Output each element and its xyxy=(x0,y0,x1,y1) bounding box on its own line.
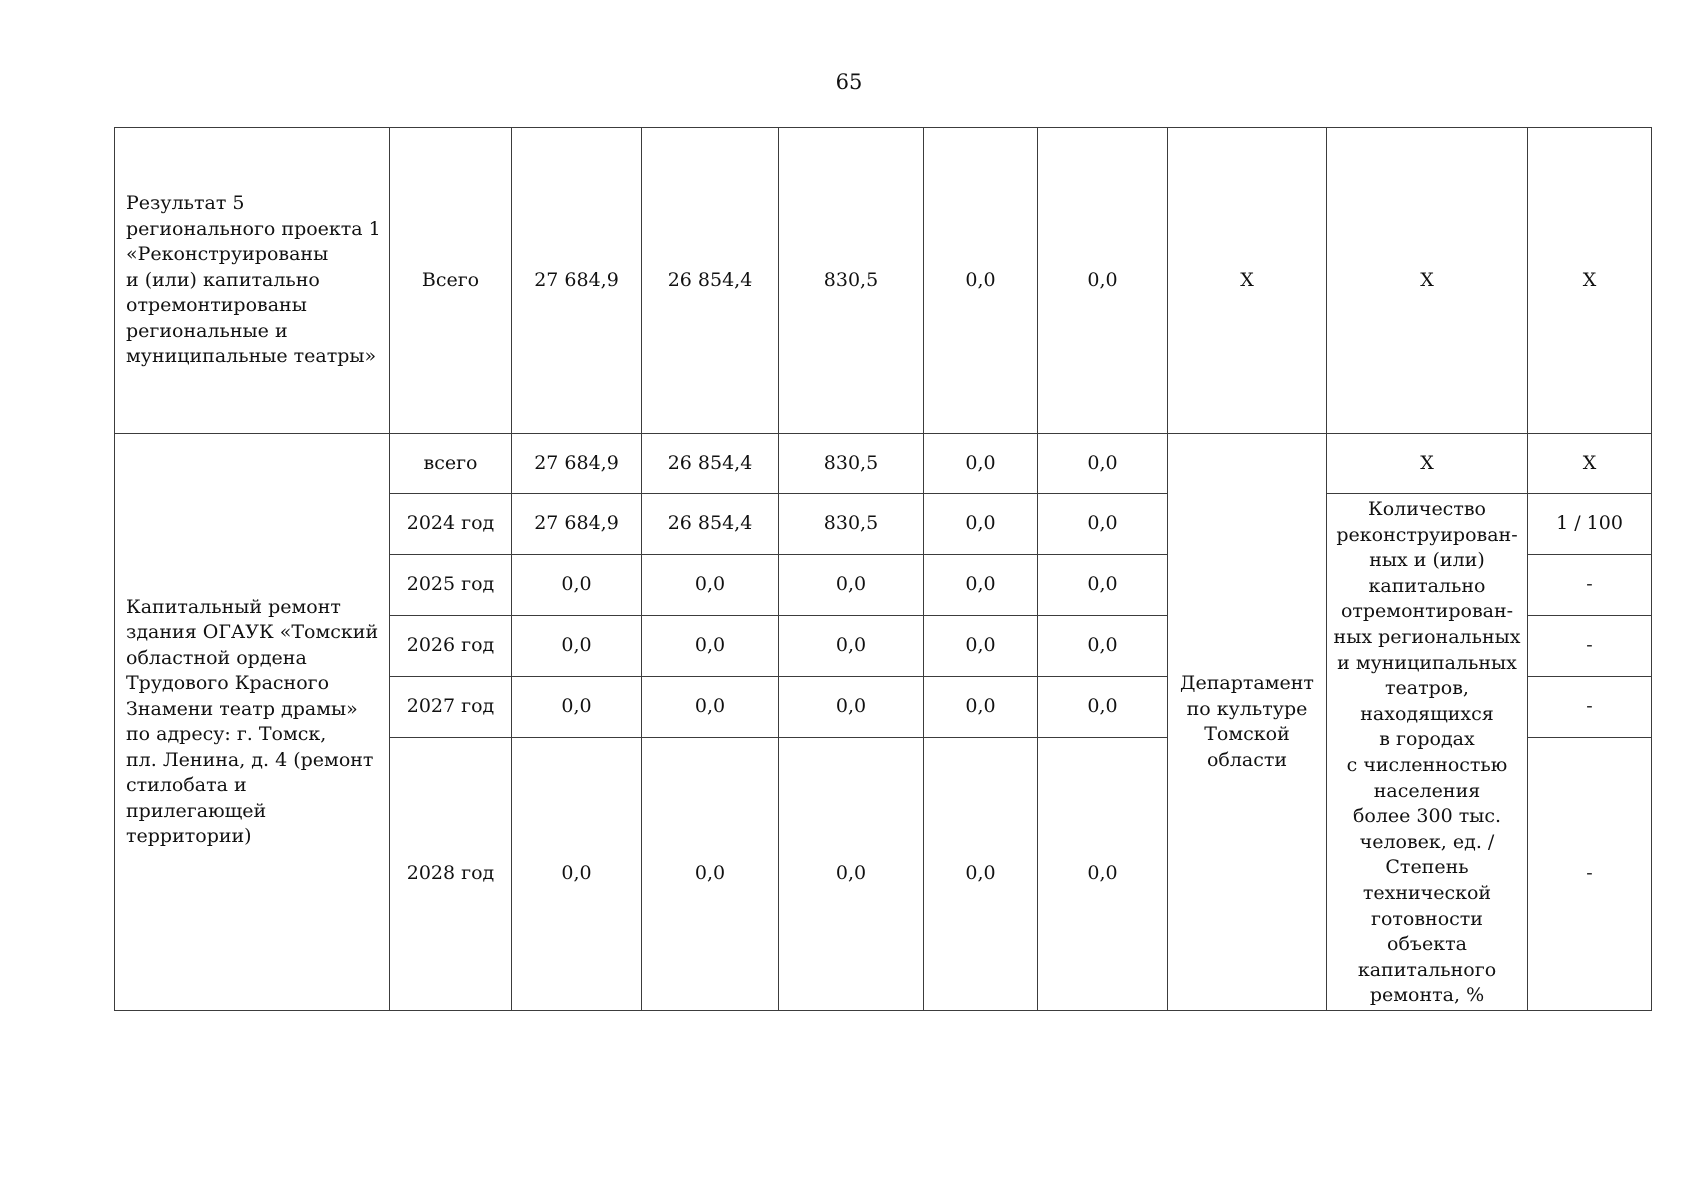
other-cell: 0,0 xyxy=(1038,677,1168,738)
federal-cell: 0,0 xyxy=(642,677,779,738)
period-cell: 2027 год xyxy=(390,677,512,738)
total-cell: 0,0 xyxy=(512,616,642,677)
total-cell: 27 684,9 xyxy=(512,494,642,555)
other-cell: 0,0 xyxy=(1038,555,1168,616)
other-cell: 0,0 xyxy=(1038,616,1168,677)
result-local: 0,0 xyxy=(924,128,1038,434)
indicator-header-value: X xyxy=(1528,434,1652,494)
regional-cell: 0,0 xyxy=(779,555,924,616)
budget-table xyxy=(114,127,1652,1011)
regional-cell: 0,0 xyxy=(779,738,924,1011)
page-number: 65 xyxy=(835,70,863,94)
other-cell: 0,0 xyxy=(1038,434,1168,494)
local-cell: 0,0 xyxy=(924,494,1038,555)
result-name: Результат 5 регионального проекта 1 «Реконструированы и (или) капитально отремонтированы региональные и муниципальные театры» xyxy=(126,192,381,368)
indicator-value-cell: - xyxy=(1528,616,1652,677)
regional-cell: 0,0 xyxy=(779,677,924,738)
period-cell: 2024 год xyxy=(390,494,512,555)
federal-cell: 26 854,4 xyxy=(642,494,779,555)
indicator-value-cell: - xyxy=(1528,555,1652,616)
activity-name-cell xyxy=(115,434,390,1011)
period-cell: 2028 год xyxy=(390,738,512,1011)
local-cell: 0,0 xyxy=(924,555,1038,616)
indicator-cell xyxy=(1327,494,1528,1011)
result-regional: 830,5 xyxy=(779,128,924,434)
indicator-header-cell: X xyxy=(1327,434,1528,494)
executor-cell xyxy=(1168,434,1327,1011)
total-cell: 0,0 xyxy=(512,738,642,1011)
indicator-value-cell: - xyxy=(1528,738,1652,1011)
result-period: Всего xyxy=(390,128,512,434)
result-indicator: X xyxy=(1327,128,1528,434)
total-cell: 0,0 xyxy=(512,555,642,616)
activity-row-total xyxy=(115,434,1652,494)
total-cell: 27 684,9 xyxy=(512,434,642,494)
period-cell: 2025 год xyxy=(390,555,512,616)
total-cell: 0,0 xyxy=(512,677,642,738)
regional-cell: 0,0 xyxy=(779,616,924,677)
result-row xyxy=(115,128,1652,434)
result-indicator-value: X xyxy=(1528,128,1652,434)
federal-cell: 26 854,4 xyxy=(642,434,779,494)
result-federal: 26 854,4 xyxy=(642,128,779,434)
executor-text: Департамент по культуре Томской области xyxy=(1180,672,1314,771)
activity-name: Капитальный ремонт здания ОГАУК «Томский областной ордена Трудового Красного Знамени театр драмы» по адресу: г. Томск, пл. Ленина, д. 4 (ремонт стилобата и прилегающей территории) xyxy=(126,595,379,847)
federal-cell: 0,0 xyxy=(642,616,779,677)
federal-cell: 0,0 xyxy=(642,555,779,616)
indicator-value-cell: - xyxy=(1528,677,1652,738)
indicator-value-cell: 1 / 100 xyxy=(1528,494,1652,555)
other-cell: 0,0 xyxy=(1038,494,1168,555)
result-other: 0,0 xyxy=(1038,128,1168,434)
federal-cell: 0,0 xyxy=(642,738,779,1011)
result-total: 27 684,9 xyxy=(512,128,642,434)
other-cell: 0,0 xyxy=(1038,738,1168,1011)
local-cell: 0,0 xyxy=(924,738,1038,1011)
regional-cell: 830,5 xyxy=(779,494,924,555)
result-name-cell xyxy=(115,128,390,434)
period-cell: всего xyxy=(390,434,512,494)
local-cell: 0,0 xyxy=(924,434,1038,494)
period-cell: 2026 год xyxy=(390,616,512,677)
indicator-text: Количество реконструирован- ных и (или) капитально отремонтирован- ных региональных и муниципальных театров, находящихся в городах с численностью населения более 300 тыс. человек, ед. / Степень технической готовности объекта капитального ремонта, % xyxy=(1333,498,1521,1007)
result-executor: X xyxy=(1168,128,1327,434)
regional-cell: 830,5 xyxy=(779,434,924,494)
local-cell: 0,0 xyxy=(924,616,1038,677)
local-cell: 0,0 xyxy=(924,677,1038,738)
